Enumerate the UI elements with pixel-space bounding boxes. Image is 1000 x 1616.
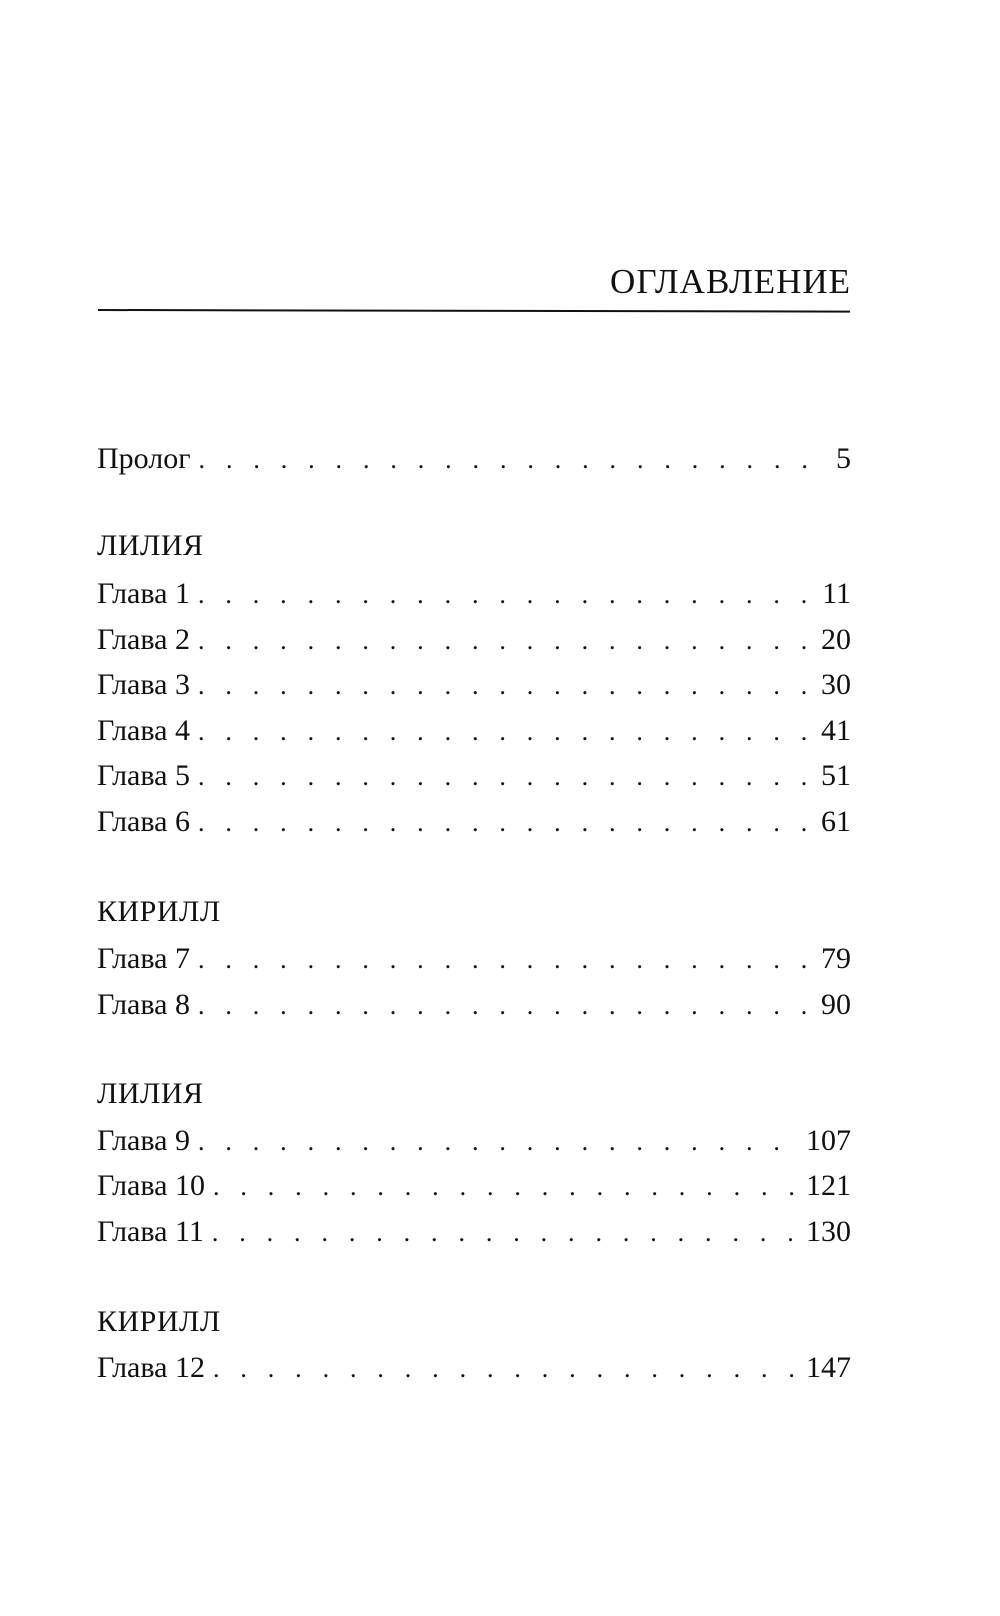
dot-leader <box>198 1124 800 1160</box>
toc-entry-label: Глава 5 <box>97 759 190 792</box>
toc-entry-chapter-4[interactable] <box>97 713 851 749</box>
toc-entry-page: 41 <box>821 714 851 747</box>
toc-entry-label: Глава 9 <box>97 1124 190 1157</box>
section-title: КИРИЛЛ <box>97 1305 221 1338</box>
dot-leader <box>213 1169 800 1205</box>
dot-leader <box>198 577 816 613</box>
dot-leader <box>198 805 815 841</box>
toc-entry-label: Глава 10 <box>97 1169 205 1202</box>
toc-entry-label: Глава 7 <box>97 942 190 975</box>
toc-entry-chapter-6[interactable] <box>97 804 851 840</box>
dot-leader <box>198 623 815 659</box>
toc-entry-prologue[interactable] <box>97 441 851 477</box>
toc-entry-chapter-10[interactable] <box>97 1168 851 1204</box>
toc-entry-label: Глава 11 <box>97 1215 204 1248</box>
toc-entry-label: Глава 3 <box>97 668 190 701</box>
toc-entry-page: 20 <box>821 623 851 656</box>
toc-entry-chapter-7[interactable] <box>97 941 851 977</box>
dot-leader <box>198 988 815 1024</box>
toc-entry-page: 90 <box>821 988 851 1021</box>
toc-entry-chapter-3[interactable] <box>97 667 851 703</box>
toc-entry-label: Глава 12 <box>97 1351 205 1384</box>
toc-entry-label: Глава 4 <box>97 714 190 747</box>
page-title: ОГЛАВЛЕНИЕ <box>610 262 851 301</box>
toc-entry-chapter-8[interactable] <box>97 987 851 1023</box>
toc-entry-page: 79 <box>821 942 851 975</box>
dot-leader <box>213 1351 800 1387</box>
dot-leader <box>198 714 815 750</box>
toc-entry-label: Пролог <box>97 442 191 475</box>
toc-entry-page: 30 <box>821 668 851 701</box>
toc-entry-page: 107 <box>806 1124 851 1157</box>
toc-entry-label: Глава 6 <box>97 805 190 838</box>
dot-leader <box>199 442 830 478</box>
toc-entry-page: 61 <box>821 805 851 838</box>
toc-entry-chapter-1[interactable] <box>97 576 851 612</box>
toc-entry-label: Глава 8 <box>97 988 190 1021</box>
toc-entry-page: 51 <box>821 759 851 792</box>
toc-entry-chapter-2[interactable] <box>97 622 851 658</box>
section-title: ЛИЛИЯ <box>97 1077 204 1110</box>
toc-entry-label: Глава 2 <box>97 623 190 656</box>
toc-entry-page: 11 <box>822 577 851 610</box>
toc-entry-page: 130 <box>806 1215 851 1248</box>
toc-entry-label: Глава 1 <box>97 577 190 610</box>
section-title: ЛИЛИЯ <box>97 529 204 562</box>
title-underline <box>98 309 850 313</box>
dot-leader <box>198 942 815 978</box>
toc-entry-page: 5 <box>836 442 851 475</box>
toc-entry-chapter-5[interactable] <box>97 758 851 794</box>
section-title: КИРИЛЛ <box>97 895 221 928</box>
toc-entry-chapter-11[interactable] <box>97 1214 851 1250</box>
toc-entry-page: 121 <box>806 1169 851 1202</box>
toc-entry-page: 147 <box>806 1351 851 1384</box>
toc-entry-chapter-12[interactable] <box>97 1350 851 1386</box>
dot-leader <box>198 759 815 795</box>
dot-leader <box>198 668 815 704</box>
dot-leader <box>212 1215 800 1251</box>
toc-entry-chapter-9[interactable] <box>97 1123 851 1159</box>
